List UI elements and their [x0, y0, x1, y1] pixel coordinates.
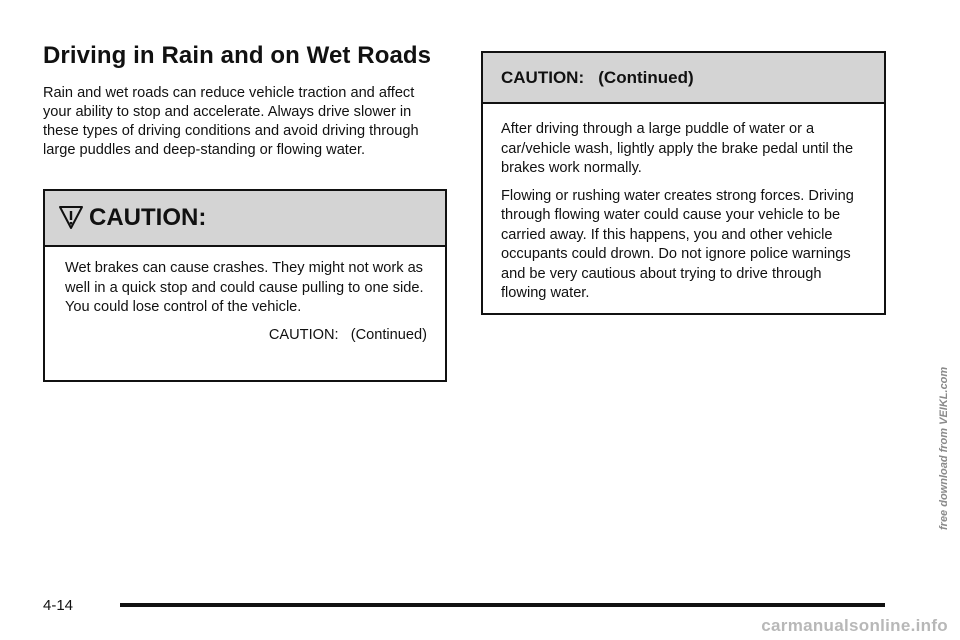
- caution-header: [45, 191, 445, 247]
- caution-body: [45, 247, 445, 345]
- caution-continued-header: [483, 53, 884, 104]
- page-number: 4-14: [43, 597, 74, 614]
- caution-continued-body: [483, 104, 884, 304]
- caution-continued-box: [481, 51, 886, 315]
- caution-continued-heading: CAUTION: (Continued): [501, 67, 694, 87]
- bottom-watermark: carmanualsonline.info: [761, 616, 948, 635]
- caution-box: [43, 189, 447, 382]
- caution-paragraph-2: Flowing or rushing water creates strong forces. Driving through flowing water could cause your vehicle to be carried away. If this happens, you and other vehicle occupants could drown. Do not ignore police warnings and be very cautious about trying to drive through flowing water.: [501, 187, 854, 301]
- caution-heading: CAUTION:: [89, 204, 207, 231]
- caution-paragraph-1: After driving through a large puddle of water or a car/vehicle wash, lightly apply the brake pedal until the brakes work normally.: [501, 121, 854, 176]
- side-watermark-text: free download from VEIKL.com: [938, 366, 950, 530]
- caution-continued-note: CAUTION: (Continued): [268, 326, 427, 343]
- footer-rule: [120, 603, 885, 607]
- caution-text: Wet brakes can cause crashes. They might not work as well in a quick stop and could cause pulling to one side. You could lose control of the vehicle.: [65, 260, 424, 315]
- warning-triangle-icon: [57, 205, 85, 231]
- page-title: Driving in Rain and on Wet Roads: [43, 42, 432, 69]
- intro-paragraph: Rain and wet roads can reduce vehicle traction and affect your ability to stop and accelerate. Always drive slower in these types of driving conditions and avoid driving through large puddles and deep-standing or flowing water.: [43, 85, 419, 158]
